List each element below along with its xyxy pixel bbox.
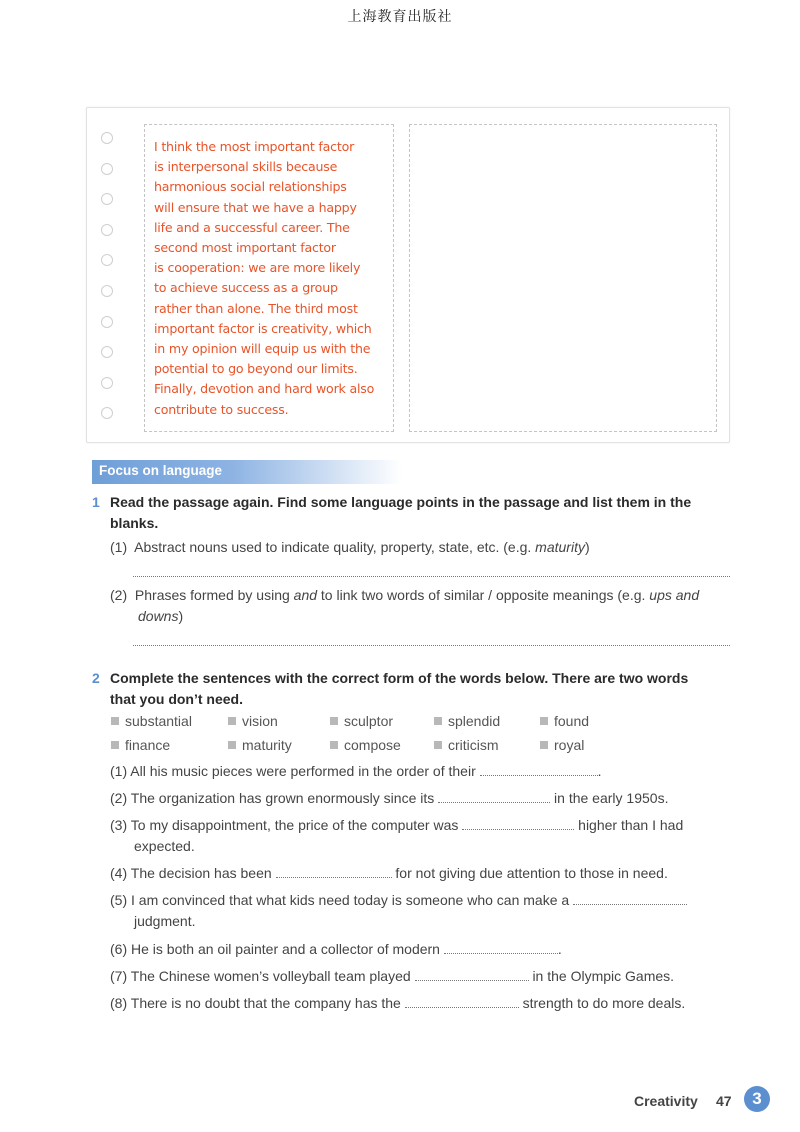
item-number: (3) xyxy=(110,817,128,833)
ring-icon xyxy=(101,224,113,236)
answer-line[interactable] xyxy=(133,645,730,646)
sentence-5 xyxy=(110,890,687,911)
word-text: vision xyxy=(242,713,278,729)
note-line: is cooperation: we are more likely xyxy=(154,260,361,276)
bullet-icon xyxy=(330,741,338,749)
word-text: criticism xyxy=(448,737,499,753)
item-number: (6) xyxy=(110,941,128,957)
sentence-text: I am convinced that what kids need today is someone who can make a xyxy=(131,892,570,908)
sentence-4 xyxy=(110,863,668,884)
instruction-line: Read the passage again. Find some language points in the passage and list them in the xyxy=(110,494,692,510)
answer-line[interactable] xyxy=(133,576,730,577)
answer-blank[interactable] xyxy=(405,994,519,1008)
sentence-8 xyxy=(110,993,685,1014)
item-number: (4) xyxy=(110,865,128,881)
word-bank-item xyxy=(434,737,499,753)
sentence-text: for not giving due attention to those in need. xyxy=(395,865,668,881)
notebook-binding-rings xyxy=(101,132,115,438)
sentence-text: . xyxy=(557,941,562,957)
item-number: (8) xyxy=(110,995,128,1011)
item-example: maturity xyxy=(535,539,585,555)
section-heading-bar xyxy=(92,460,402,484)
sentence-text: in the early 1950s. xyxy=(554,790,669,806)
ring-icon xyxy=(101,407,113,419)
note-line: in my opinion will equip us with the xyxy=(154,341,371,357)
answer-blank[interactable] xyxy=(438,789,550,803)
instruction-line: Complete the sentences with the correct form of the words below. There are two words xyxy=(110,670,689,686)
bullet-icon xyxy=(434,717,442,725)
ring-icon xyxy=(101,132,113,144)
word-bank-item xyxy=(330,713,393,729)
word-bank-item xyxy=(540,737,584,753)
ring-icon xyxy=(101,285,113,297)
bullet-icon xyxy=(228,717,236,725)
sentence-2 xyxy=(110,788,668,809)
item-text: Phrases formed by using xyxy=(134,587,290,603)
sentence-text: To my disappointment, the price of the computer was xyxy=(130,817,459,833)
sentence-text: The organization has grown enormously since its xyxy=(130,790,435,806)
footer-unit-title: Creativity xyxy=(634,1093,698,1109)
word-bank-item xyxy=(540,713,589,729)
word-text: compose xyxy=(344,737,401,753)
publisher-header: 上海教育出版社 xyxy=(347,9,453,25)
question-number: 2 xyxy=(92,670,100,686)
q1-item-1 xyxy=(110,537,590,558)
notebook-panel xyxy=(86,107,730,443)
item-number: (2) xyxy=(110,587,128,603)
word-bank-item xyxy=(228,713,278,729)
bullet-icon xyxy=(434,741,442,749)
word-text: sculptor xyxy=(344,713,394,729)
bullet-icon xyxy=(540,717,548,725)
item-number: (5) xyxy=(110,892,128,908)
word-text: substantial xyxy=(125,713,192,729)
note-line: rather than alone. The third most xyxy=(154,300,358,316)
word-bank-item xyxy=(111,737,170,753)
word-bank-item xyxy=(228,737,292,753)
answer-blank[interactable] xyxy=(462,816,574,830)
word-bank-item xyxy=(330,737,401,753)
item-text: to link two words of similar / opposite meanings (e.g. xyxy=(320,587,646,603)
ring-icon xyxy=(101,346,113,358)
instruction-line: blanks. xyxy=(110,515,159,531)
sentence-text: . xyxy=(597,763,602,779)
question-instruction xyxy=(110,492,691,534)
item-example: ups and xyxy=(649,587,700,603)
answer-blank[interactable] xyxy=(444,940,558,954)
sentence-text: There is no doubt that the company has the xyxy=(130,995,401,1011)
bullet-icon xyxy=(111,717,119,725)
q1-item-2 xyxy=(110,585,699,606)
sample-answer-box xyxy=(144,124,394,432)
note-line: second most important factor xyxy=(154,240,336,256)
sentence-1 xyxy=(110,761,602,782)
note-line: Finally, devotion and hard work also xyxy=(154,381,375,397)
word-bank-item xyxy=(111,713,192,729)
item-number: (2) xyxy=(110,790,128,806)
answer-blank[interactable] xyxy=(415,967,529,981)
note-line: to achieve success as a group xyxy=(154,280,338,296)
ring-icon xyxy=(101,193,113,205)
answer-blank[interactable] xyxy=(573,891,687,905)
q1-item-2-continued xyxy=(138,606,183,627)
sentence-text: strength to do more deals. xyxy=(522,995,686,1011)
question-number: 1 xyxy=(92,494,100,510)
bullet-icon xyxy=(330,717,338,725)
section-heading: Focus on language xyxy=(99,463,223,478)
sentence-5-continued: judgment. xyxy=(134,913,196,929)
item-text: Abstract nouns used to indicate quality, property, state, etc. (e.g. xyxy=(134,539,532,555)
student-writing-box[interactable] xyxy=(409,124,717,432)
note-line: is interpersonal skills because xyxy=(154,159,338,175)
ring-icon xyxy=(101,163,113,175)
sentence-text: The decision has been xyxy=(130,865,272,881)
page-number: 47 xyxy=(716,1093,732,1109)
ring-icon xyxy=(101,316,113,328)
sentence-text: The Chinese women’s volleyball team played xyxy=(130,968,411,984)
item-number: (7) xyxy=(110,968,128,984)
ring-icon xyxy=(101,254,113,266)
word-text: splendid xyxy=(448,713,501,729)
item-example: downs xyxy=(138,608,179,624)
note-line: potential to go beyond our limits. xyxy=(154,361,358,377)
sentence-text: All his music pieces were performed in the order of their xyxy=(130,763,476,779)
note-line: contribute to success. xyxy=(154,401,289,417)
question-instruction xyxy=(110,668,688,710)
sentence-text: in the Olympic Games. xyxy=(532,968,675,984)
sentence-7 xyxy=(110,966,674,987)
sentence-text: higher than I had xyxy=(578,817,684,833)
note-line: I think the most important factor xyxy=(154,139,355,154)
item-text: ) xyxy=(584,539,590,555)
word-text: maturity xyxy=(242,737,292,753)
unit-badge: 3 xyxy=(744,1086,770,1112)
bullet-icon xyxy=(111,741,119,749)
item-number: (1) xyxy=(110,763,128,779)
note-line: will ensure that we have a happy xyxy=(154,199,357,215)
note-line: important factor is creativity, which xyxy=(154,320,372,336)
item-number: (1) xyxy=(110,539,128,555)
note-line: life and a successful career. The xyxy=(154,219,350,235)
sentence-3-continued: expected. xyxy=(134,838,195,854)
word-text: royal xyxy=(554,737,585,753)
word-bank-item xyxy=(434,713,500,729)
word-text: found xyxy=(554,713,590,729)
answer-blank[interactable] xyxy=(480,762,598,776)
answer-blank[interactable] xyxy=(276,864,392,878)
bullet-icon xyxy=(540,741,548,749)
item-text: ) xyxy=(178,608,184,624)
instruction-line: that you don’t need. xyxy=(110,691,243,707)
sentence-text: He is both an oil painter and a collector of modern xyxy=(131,941,440,957)
word-text: finance xyxy=(125,737,171,753)
bullet-icon xyxy=(228,741,236,749)
item-keyword: and xyxy=(293,587,318,603)
sentence-6 xyxy=(110,939,562,960)
note-line: harmonious social relationships xyxy=(154,179,347,195)
ring-icon xyxy=(101,377,113,389)
sentence-3 xyxy=(110,815,683,836)
